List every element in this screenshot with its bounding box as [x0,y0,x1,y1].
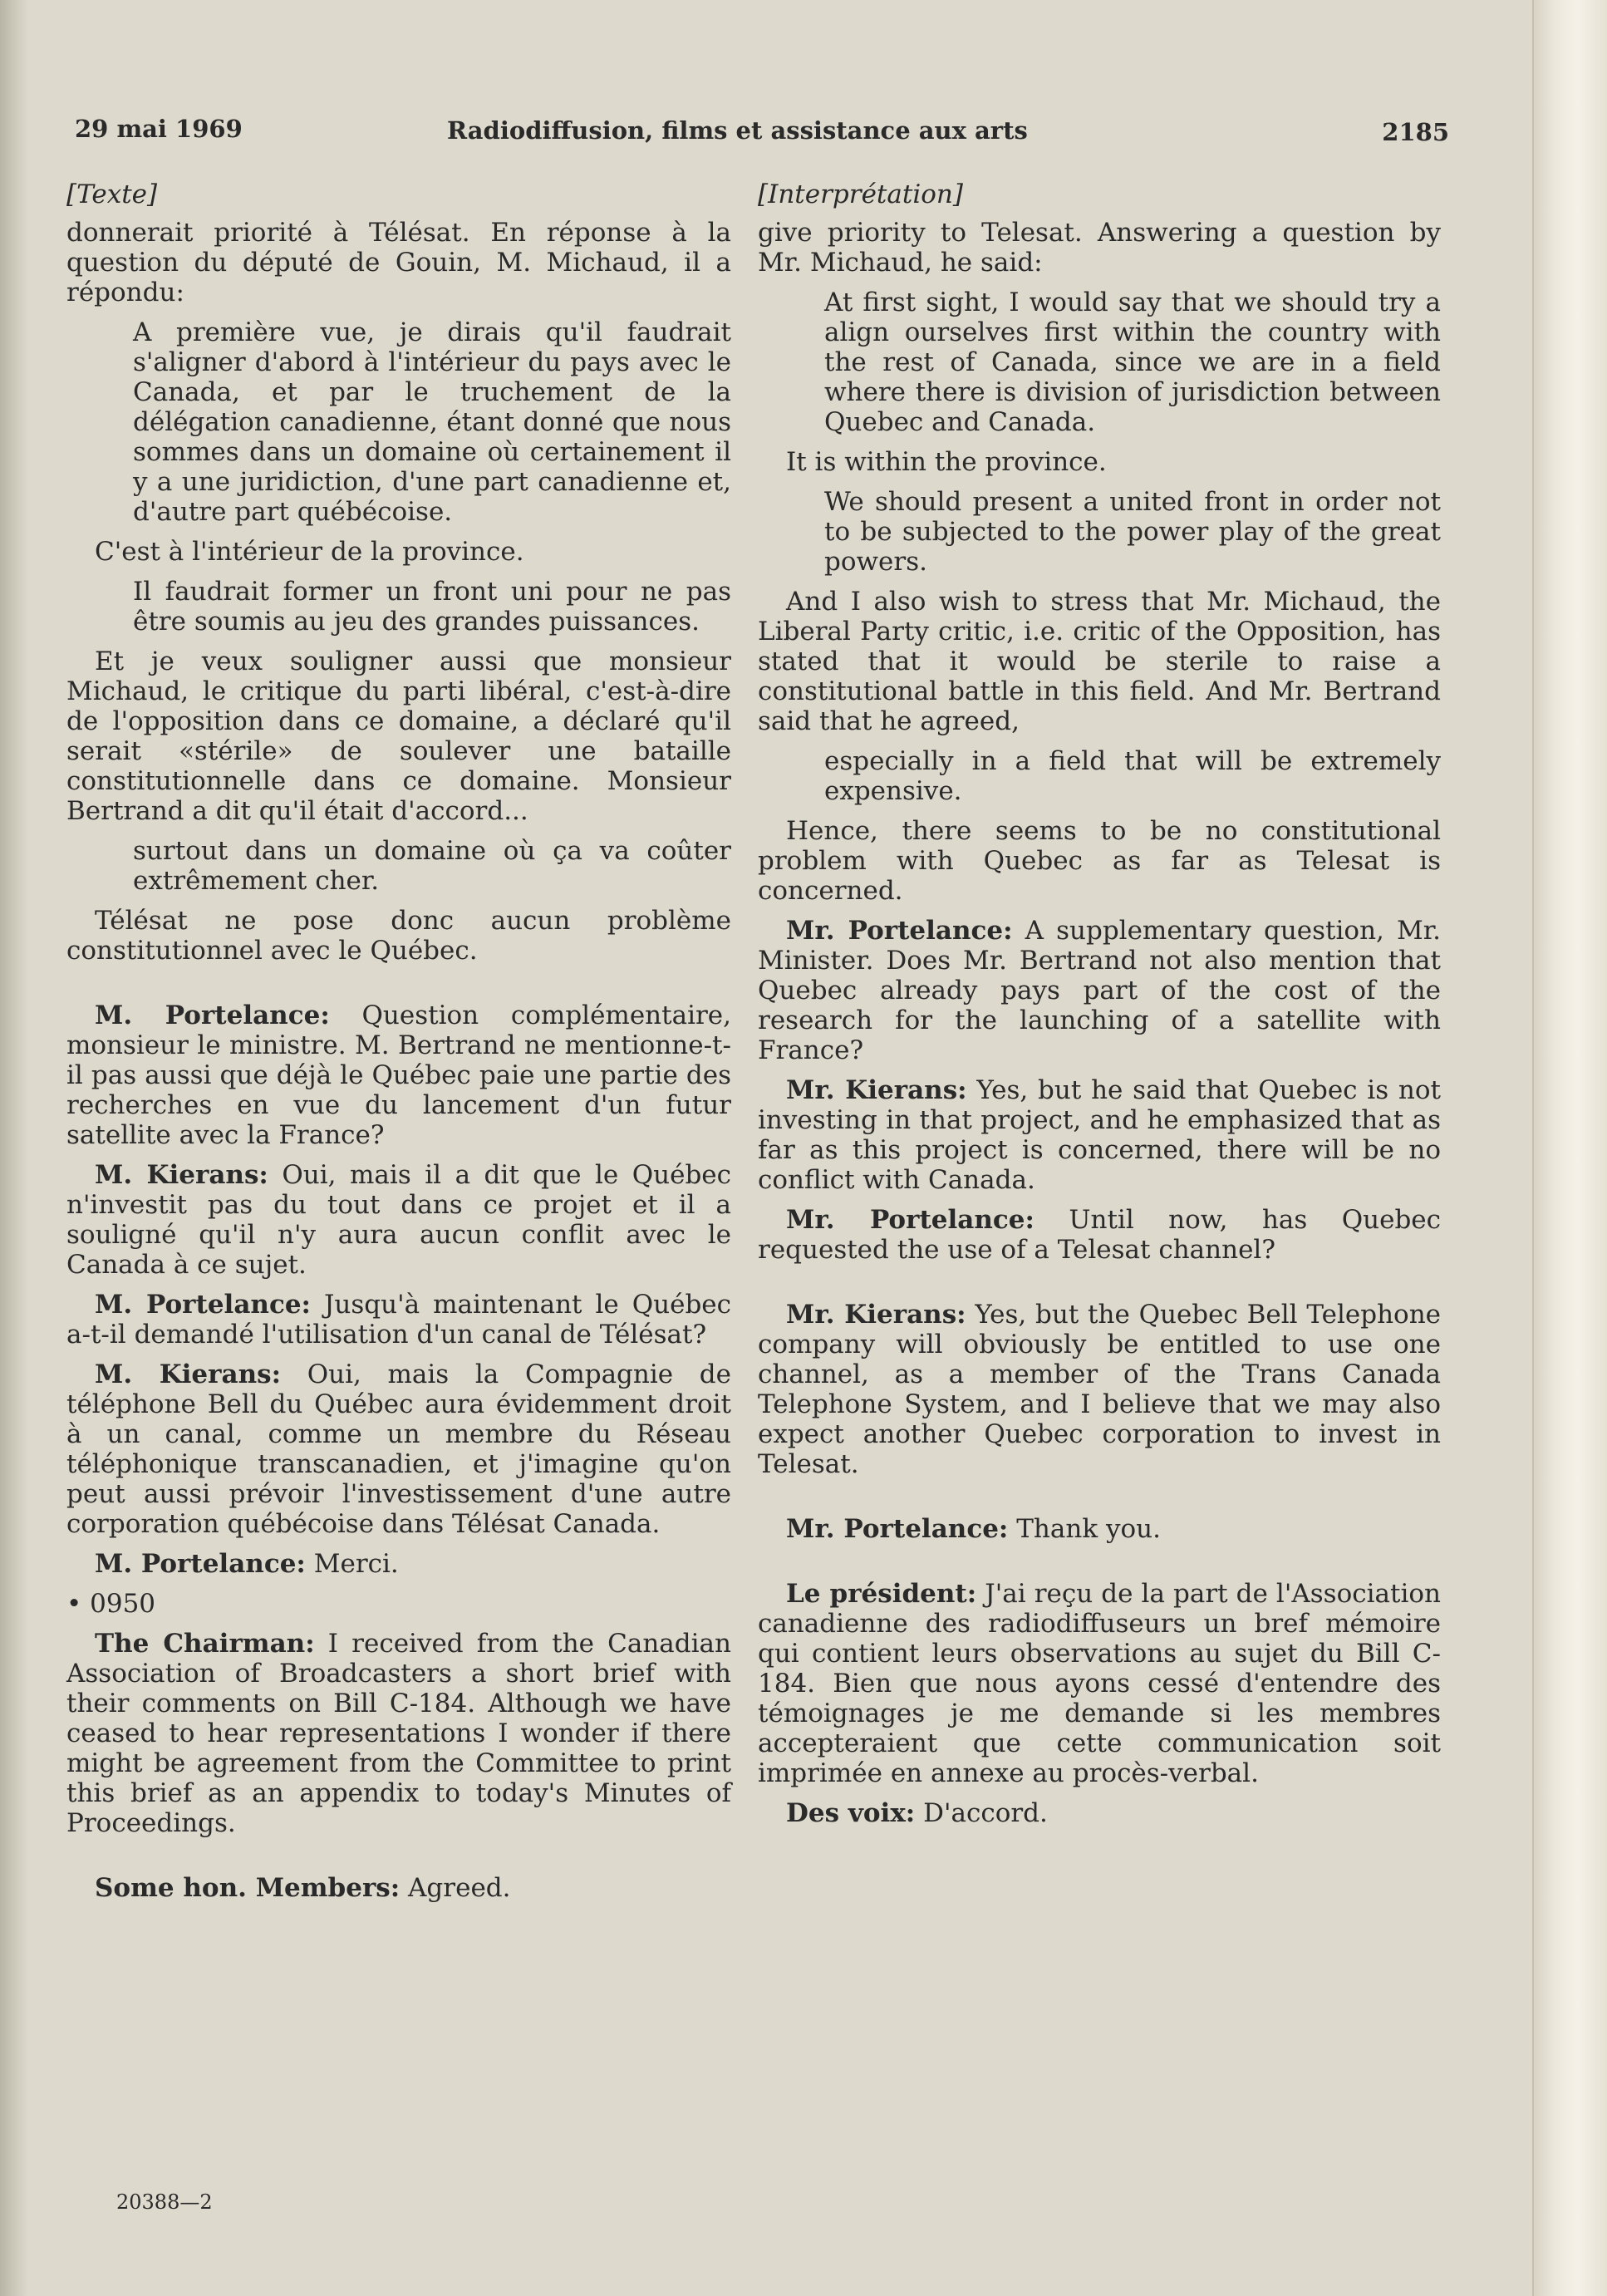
quote-block: A première vue, je dirais qu'il faudrait s'aligner d'abord à l'intérieur du pays avec le Canada, et par le truchement de la délégation canadienne, étant donné que nous sommes dans un domaine où certainement il y a une juridiction, d'une part canadienne et, d'autre part québécoise. [133,317,731,527]
speech-text: Oui, mais il a dit que le Québec n'investit pas du tout dans ce projet et il a souligné qu'il n'y aura aucun conflit avec le Canada à ce sujet. [66,1160,731,1280]
speech-text: J'ai reçu de la part de l'Association canadienne des radiodiffuseurs un bref mémoire qui contient leurs observations au sujet du Bill C-184. Bien que nous ayons cessé d'entendre des témoignages je me demande si les membres accepteraient que cette communication soit imprimée en annexe au procès-verbal. [758,1579,1441,1788]
quote-block: especially in a field that will be extremely expensive. [824,746,1441,806]
header-page-number: 2185 [1382,118,1449,146]
speaker-name: Le président: [786,1579,977,1609]
speech [758,1205,1441,1265]
speaker-name: M. Kierans: [95,1359,282,1389]
speech [758,1579,1441,1788]
speaker-name: Some hon. Members: [95,1873,401,1903]
speech [66,1873,731,1903]
spacer [758,1275,1441,1300]
speech-text: Oui, mais la Compagnie de téléphone Bell du Québec aura évidemment droit à un canal, comme un membre du Réseau téléphonique transcanadien, et j'imagine qu'on peut aussi prévoir l'investissement d'une autre corporation québécoise dans Télésat Canada. [66,1359,731,1539]
speech-text: Merci. [313,1549,399,1579]
speech-text: Thank you. [1016,1514,1161,1544]
speech [758,1514,1441,1544]
speech-text: D'accord. [923,1798,1048,1828]
speaker-name: M. Portelance: [95,1290,311,1320]
header-date: 29 mai 1969 [75,115,243,143]
paragraph: give priority to Telesat. Answering a question by Mr. Michaud, he said: [758,218,1441,278]
speaker-name: M. Portelance: [95,1001,330,1030]
speech [66,1290,731,1350]
language-tag-interpretation: [Interprétation] [758,179,963,209]
speaker-name: Des voix: [786,1798,916,1828]
speech [66,1549,731,1579]
paragraph: And I also wish to stress that Mr. Michaud, the Liberal Party critic, i.e. critic of the Opposition, has stated that it would be sterile to raise a constitutional battle in this field. And Mr. Bertrand said that he agreed, [758,587,1441,736]
speech-text: A supplementary question, Mr. Minister. Does Mr. Bertrand not also mention that Quebec already pays part of the cost of the research for the launching of a satellite with France? [758,916,1441,1065]
speech [758,1300,1441,1479]
speech-text: Question complémentaire, monsieur le ministre. M. Bertrand ne mentionne-t-il pas aussi que déjà le Québec paie une partie des recherches en vue du lancement d'un futur satellite avec la France? [66,1001,731,1150]
speaker-name: The Chairman: [95,1629,315,1659]
header-title: Radiodiffusion, films et assistance aux arts [447,116,1028,145]
speaker-name: Mr. Kierans: [786,1300,966,1330]
spacer [758,1489,1441,1514]
paragraph: Hence, there seems to be no constitutional problem with Quebec as far as Telesat is concerned. [758,816,1441,906]
paragraph: donnerait priorité à Télésat. En réponse à la question du député de Gouin, M. Michaud, il a répondu: [66,218,731,307]
quote-block: At first sight, I would say that we should try a align ourselves first within the country with the rest of Canada, since we are in a field where there is division of jurisdiction between Quebec and Canada. [824,288,1441,437]
speech [66,1359,731,1539]
page-binding-shadow [0,0,28,2296]
speech-text: Until now, has Quebec requested the use of a Telesat channel? [758,1205,1441,1265]
speaker-name: Mr. Portelance: [786,1514,1009,1544]
speech [66,1160,731,1280]
speech [758,916,1441,1065]
speech [66,1629,731,1838]
right-column-english [758,179,1441,1838]
spacer [758,1554,1441,1579]
speaker-name: Mr. Portelance: [786,916,1013,946]
language-tag-texte: [Texte] [66,179,158,209]
left-column-french [66,179,731,1913]
speaker-name: Mr. Kierans: [786,1075,967,1105]
paragraph: Et je veux souligner aussi que monsieur Michaud, le critique du parti libéral, c'est-à-dire de l'opposition dans ce domaine, a déclaré qu'il serait «stérile» de soulever une bataille constitutionnelle dans ce domaine. Monsieur Bertrand a dit qu'il était d'accord... [66,647,731,826]
speech-text: Yes, but he said that Quebec is not investing in that project, and he emphasized that as far as this project is concerned, there will be no conflict with Canada. [758,1075,1441,1195]
speech [66,1001,731,1150]
speech-text: Yes, but the Quebec Bell Telephone company will obviously be entitled to use one channel, as a member of the Trans Canada Telephone System, and I believe that we may also expect another Quebec corporation to invest in Telesat. [758,1300,1442,1479]
speech-text: Jusqu'à maintenant le Québec a-t-il demandé l'utilisation d'un canal de Télésat? [66,1290,731,1350]
speech-text: Agreed. [408,1873,511,1903]
paragraph: Télésat ne pose donc aucun problème constitutionnel avec le Québec. [66,906,731,966]
quote-block: Il faudrait former un front uni pour ne pas être soumis au jeu des grandes puissances. [133,577,731,637]
speech [758,1798,1441,1828]
speaker-name: M. Kierans: [95,1160,268,1190]
speech-text: I received from the Canadian Association of Broadcasters a short brief with their comments on Bill C-184. Although we have ceased to hear representations I wonder if there might be agreement from the Committee to print this brief as an appendix to today's Minutes of Proceedings. [66,1629,731,1838]
spacer [66,976,731,1001]
speaker-name: Mr. Portelance: [786,1205,1034,1235]
quote-block: We should present a united front in order not to be subjected to the power play of the great powers. [824,487,1441,577]
quote-block: surtout dans un domaine où ça va coûter extrêmement cher. [133,836,731,896]
page-edge-stack [1532,0,1607,2296]
paragraph: It is within the province. [786,447,1107,477]
time-marker: • 0950 [66,1589,156,1619]
speech [758,1075,1441,1195]
spacer [66,1848,731,1873]
printer-code: 20388—2 [116,2190,213,2214]
paragraph: C'est à l'intérieur de la province. [95,537,524,567]
page-header [75,115,1449,156]
speaker-name: M. Portelance: [95,1549,306,1579]
